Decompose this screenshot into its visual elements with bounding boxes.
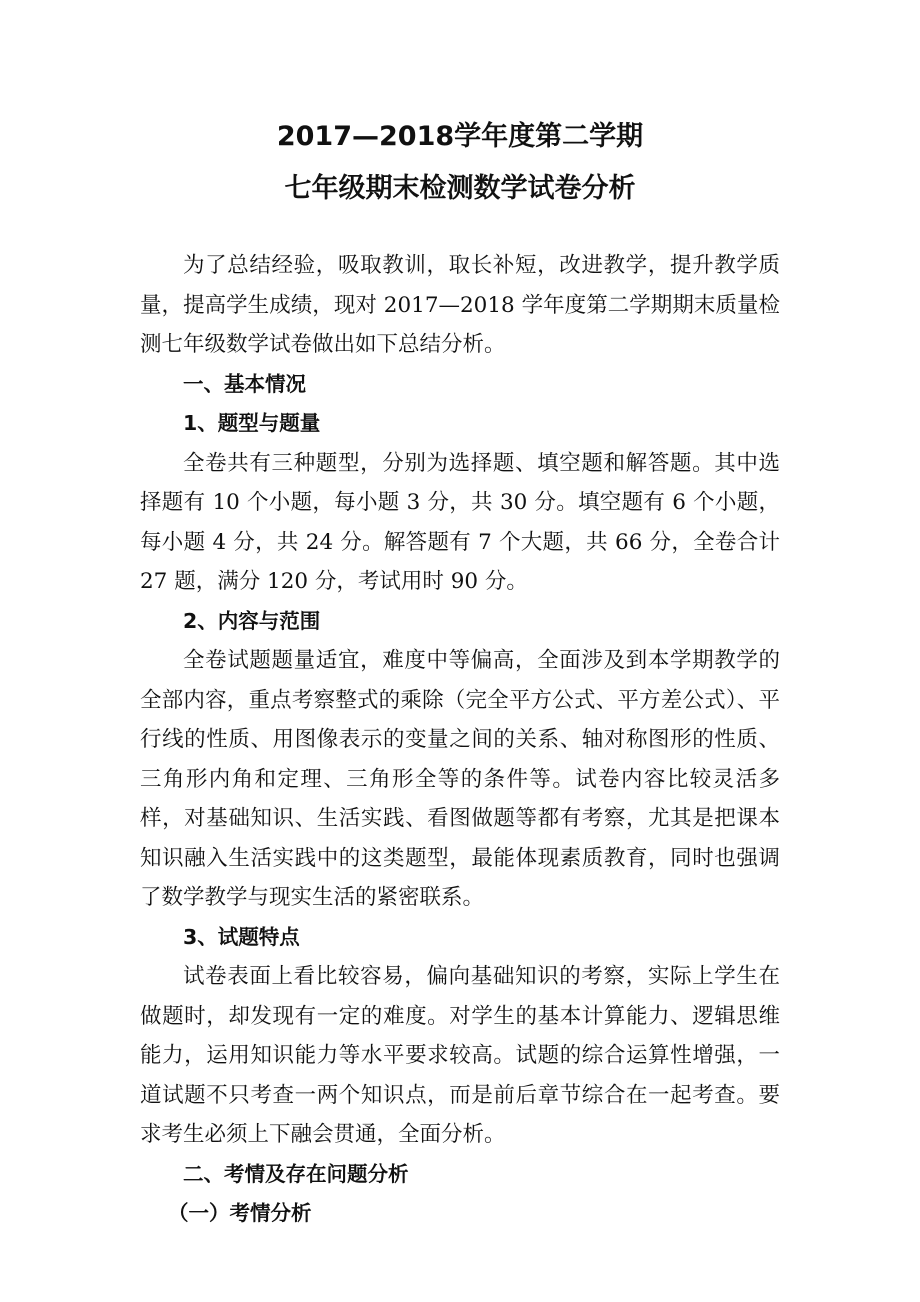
subsection-heading-question-types: 1、题型与题量 bbox=[183, 411, 321, 435]
section-heading-basic-info: 一、基本情况 bbox=[183, 371, 306, 396]
document-title-line1: 2017—2018学年度第二学期 bbox=[276, 121, 644, 152]
document-title-line2: 七年级期末检测数学试卷分析 bbox=[284, 173, 636, 204]
paragraph-question-types: 全卷共有三种题型，分别为选择题、填空题和解答题。其中选择题有 10 个小题，每小题 3 分，共 30 分。填空题有 6 个小题，每小题 4 分，共 24 分。解答题有 7 个大题，共 66 分，全卷合计 27 题，满分 120 分，考试用时 90 分。 bbox=[140, 450, 780, 594]
intro-paragraph: 为了总结经验，吸取教训，取长补短，改进教学，提升教学质量，提高学生成绩，现对 2017—2018 学年度第二学期期末质量检测七年级数学试卷做出如下总结分析。 bbox=[140, 253, 780, 357]
subsection-heading-exam-situation: （一）考情分析 bbox=[168, 1201, 312, 1225]
paragraph-content-scope: 全卷试题题量适宜，难度中等偏高，全面涉及到本学期教学的全部内容，重点考察整式的乘除（完全平方公式、平方差公式）、平行线的性质、用图像表示的变量之间的关系、轴对称图形的性质、三角形内角和定理、三角形全等的条件等。试卷内容比较灵活多样，对基础知识、生活实践、看图做题等都有考察，尤其是把课本知识融入生活实践中的这类题型，最能体现素质教育，同时也强调了数学教学与现实生活的紧密联系。 bbox=[140, 648, 780, 910]
document-body bbox=[140, 246, 780, 1234]
subsection-heading-content-scope: 2、内容与范围 bbox=[183, 608, 321, 633]
paragraph-features: 试卷表面上看比较容易，偏向基础知识的考察，实际上学生在做题时，却发现有一定的难度。对学生的基本计算能力、逻辑思维能力，运用知识能力等水平要求较高。试题的综合运算性增强，一道试题不只考查一两个知识点，而是前后章节综合在一起考查。要求考生必须上下融会贯通，全面分析。 bbox=[140, 964, 780, 1147]
subsection-heading-features: 3、试题特点 bbox=[183, 924, 300, 949]
section-heading-exam-analysis: 二、考情及存在问题分析 bbox=[183, 1161, 409, 1186]
